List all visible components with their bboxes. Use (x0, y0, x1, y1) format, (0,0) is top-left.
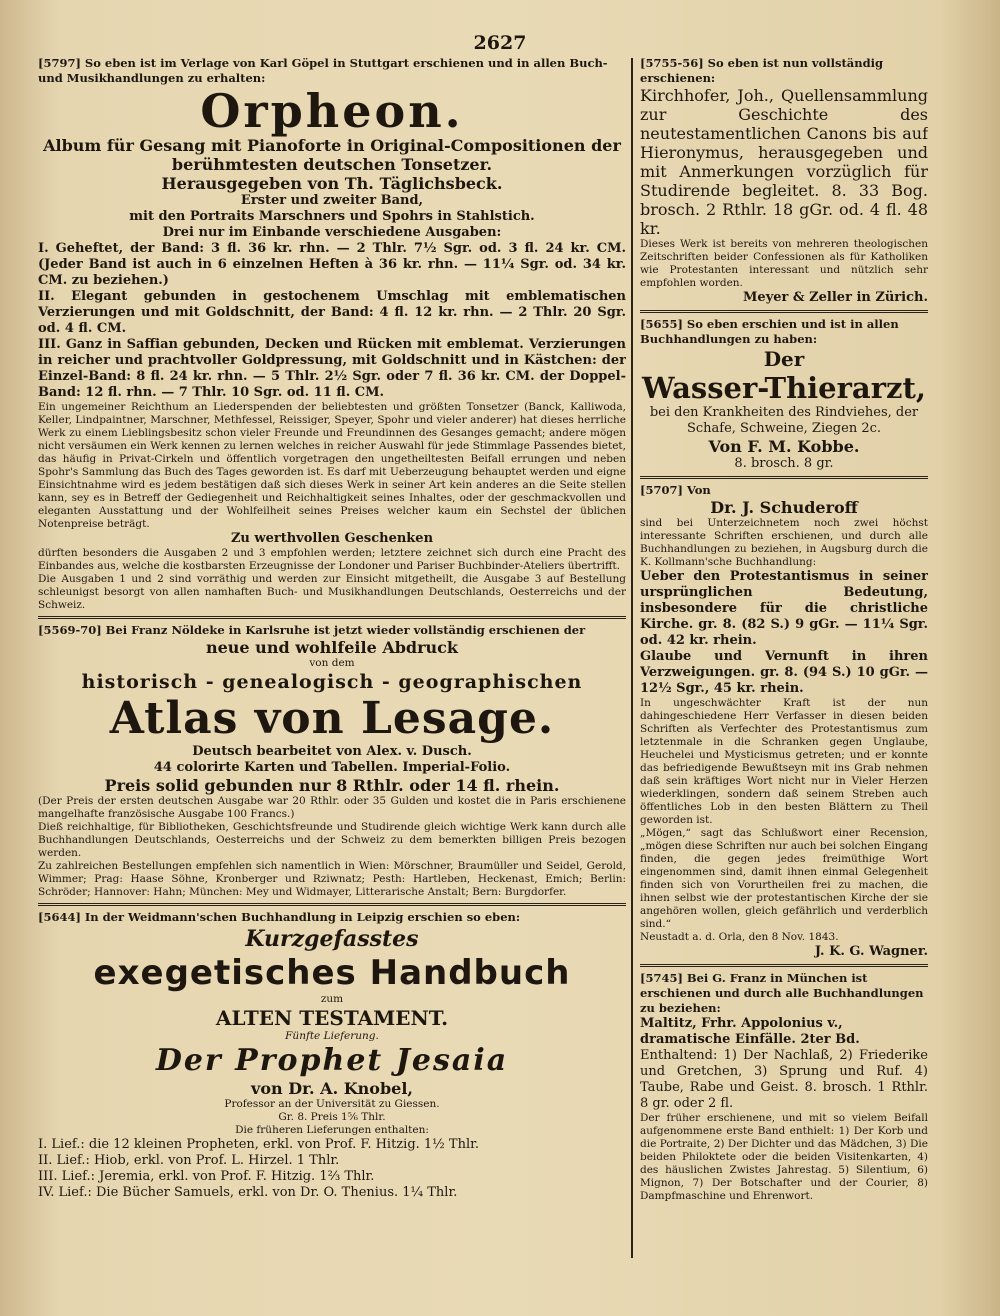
ad-quote: „Mögen,“ sagt das Schlußwort einer Recension, „mögen diese Schriften nur auch bei solchen Eingang finden, die gegen jedes freimüthige Wort eingenommen sind, damit ihnen einmal Gelegenheit finden sich von Vorurtheilen frei zu machen, die ihnen selbst wie der protestantischen Kirche der sie angehören wollen, gleich gefährlich und verderblich sind.“ (640, 827, 928, 930)
ad-price: 8. brosch. 8 gr. (734, 456, 834, 471)
ad-intro: sind bei Unterzeichnetem noch zwei höchst interessante Schriften erschienen, und durch alle Buchhandlungen zu beziehen, in Augsburg durch die K. Kollmann'sche Buchhandlung: (640, 517, 928, 568)
ad-line: Deutsch bearbeitet von Alex. v. Dusch. (192, 744, 472, 759)
ad-line: Die früheren Lieferungen enthalten: (235, 1124, 429, 1136)
ad-gift-heading: Zu werthvollen Geschenken (230, 531, 434, 546)
ad-line: neue und wohlfeile Abdruck (205, 638, 459, 657)
ad-line: ALTEN TESTAMENT. (215, 1006, 449, 1030)
ad-orpheon (38, 56, 626, 612)
ad-publisher: Meyer & Zeller in Zürich. (743, 290, 928, 305)
ad-edition-1: I. Geheftet, der Band: 3 fl. 36 kr. rhn. — 2 Thlr. 7½ Sgr. od. 3 fl. 24 kr. CM. (Jeder Band ist auch in 6 einzelnen Heften à 36 kr. rhn. — 11¼ Sgr. od. 34 kr. CM. zu beziehen.) (38, 241, 626, 288)
ad-body: Dieß reichhaltige, für Bibliotheken, Geschichtsfreunde und Studirende gleich wichtige Werk kann durch alle Buchhandlungen Deutschlands, Oesterreichs und der Schweiz zu dem bemerkten billigen Preis bezogen werden. (38, 821, 626, 859)
ad-body: Ein ungemeiner Reichthum an Liederspenden der beliebtesten und größten Tonsetzer (Banck, Kalliwoda, Keller, Lindpaintner, Marschner, Methfessel, Reissiger, Speyer, Spohr und vieler anderer) hat dieses herrliche Werk zu einem Lieblingsbesitz schon vieler Freunde und Freundinnen des Gesanges gemacht; andere mögen nicht versäumen ein Werk kennen zu lernen welches in reicher Auswahl für jede Stimmlage Passendes bietet, das häufig in Privat-Cirkeln und öffentlich vorgetragen den ungetheiltesten Beifall errungen und neben Spohr's Sammlung das Buch des Tages geworden ist. Es darf mit Ueberzeugung behauptet werden und eigne Einsichtnahme wird es jedem bestätigen daß sich dieses Werk in seiner Art kein anderes an die Seite stellen kann, sey es in Betreff der Gediegenheit und Reichhaltigkeit seines Inhaltes, oder der geschmackvollen und eleganten Ausstattung und der Wohlfeilheit seines Preises welcher kaum ein Sechstel der üblichen Notenpreise beträgt. (38, 401, 626, 530)
column-divider (631, 58, 633, 1258)
ad-header: [5745] Bei G. Franz in München ist erschienen und durch alle Buchhandlungen zu beziehen: (640, 971, 924, 1015)
ad-tierarzt (640, 317, 928, 472)
ad-schuderoff (640, 483, 928, 960)
ad-line: Der (763, 347, 805, 371)
ad-line: 44 colorirte Karten und Tabellen. Imperial-Folio. (153, 760, 511, 775)
ad-header: [5707] Von (640, 483, 711, 497)
ad-price: Preis solid gebunden nur 8 Rthlr. oder 14 fl. rhein. (104, 776, 560, 795)
ad-book: Glaube und Vernunft in ihren Verzweigungen. gr. 8. (94 S.) 10 gGr. — 12½ Sgr., 45 kr. rhein. (640, 649, 928, 696)
ad-gift-body: dürften besonders die Ausgaben 2 und 3 empfohlen werden; letztere zeichnet sich durch eine Pracht des Einbandes aus, welche die kostbarsten Erzeugnisse der Londoner und Pariser Buchbinder-Ateliers übertrifft. (38, 547, 626, 572)
ad-editions-heading: Drei nur im Einbande verschiedene Ausgaben: (162, 225, 502, 240)
ad-handbuch (38, 910, 626, 1201)
ad-divider (38, 903, 626, 906)
ad-signature: J. K. G. Wagner. (814, 944, 928, 959)
right-column (640, 56, 928, 1246)
ad-subtitle: Der Prophet Jesaia (155, 1043, 509, 1078)
list-item: IV. Lief.: Die Bücher Samuels, erkl. von Dr. O. Thenius. 1¼ Thlr. (38, 1185, 458, 1200)
ad-title: Orpheon. (200, 84, 464, 138)
ad-subtitle: Album für Gesang mit Pianoforte in Original-Compositionen der berühmtesten deutschen Tonsetzer. (43, 136, 621, 174)
ad-note: Dieses Werk ist bereits von mehreren theologischen Zeitschriften beider Confessionen als für Katholiken wie Protestanten interessant und nützlich sehr empfohlen worden. (640, 238, 928, 289)
ad-title: Atlas von Lesage. (109, 693, 555, 744)
ad-volume: Erster und zweiter Band, (240, 193, 424, 208)
ad-author: von Dr. A. Knobel, (251, 1079, 413, 1098)
list-item: III. Lief.: Jeremia, erkl. von Prof. F. Hitzig. 1⅔ Thlr. (38, 1169, 375, 1184)
ad-line: Fünfte Lieferung. (285, 1030, 379, 1042)
ad-kirchhofer (640, 56, 928, 306)
ad-divider (640, 964, 928, 967)
ad-body: In ungeschwächter Kraft ist der nun dahingeschiedene Herr Verfasser in diesen beiden Schriften als Verfechter des Protestantismus zum letztenmale in die Schranken gegen Unglaube, Heuchelei und Mysticismus getreten; und er konnte das befriedigende Bewußtseyn mit ins Grab nehmen daß sein kräftiges Wort nicht nur in Vieler Herzen wiederklingen, sondern daß seinem Streben auch öffentliches Lob in den besten Blättern zu Theil geworden ist. (640, 697, 928, 826)
ad-line: Kurzgefasstes (245, 926, 419, 952)
ad-maltitz (640, 971, 928, 1203)
ad-title: Maltitz, Frhr. Appolonius v., dramatische Einfälle. 2ter Bd. (640, 1016, 860, 1047)
ad-header: [5755-56] So eben ist nun vollständig erschienen: (640, 56, 884, 85)
left-column (38, 56, 626, 1256)
ad-stock: Die Ausgaben 1 und 2 sind vorräthig und werden zur Einsicht mitgetheilt, die Ausgabe 3 auf Bestellung schleunigst besorgt von allen namhaften Buch- und Musikhandlungen Deutschlands, Oesterreichs und der Schweiz. (38, 573, 626, 611)
ad-line: Professor an der Universität zu Giessen. (224, 1098, 440, 1110)
ad-price: Gr. 8. Preis 1⅚ Thlr. (278, 1111, 386, 1123)
ad-edition-3: III. Ganz in Saffian gebunden, Decken und Rücken mit emblemat. Verzierungen in reicher und prachtvoller Goldpressung, mit Goldschnitt und in Kästchen: der Einzel-Band: 8 fl. 24 kr. rhn. — 5 Thlr. 2½ Sgr. oder 7 fl. 36 kr. CM. der Doppel-Band: 12 fl. rhn. — 7 Thlr. 10 Sgr. od. 11 fl. CM. (38, 337, 626, 400)
ad-header: [5797] So eben ist im Verlage von Karl Göpel in Stuttgart erschienen und in allen Buch- und Musikhandlungen zu erhalten: (38, 56, 608, 85)
ad-title: exegetisches Handbuch (93, 953, 571, 993)
ad-note: Der früher erschienene, und mit so vielem Beifall aufgenommene erste Band enthielt: 1) Der Korb und die Portraite, 2) Der Dichter und das Mädchen, 3) Die beiden Philoktete oder die beiden Visitenkarten, 4) des häuslichen Zwistes Jahrestag. 5) Silentium, 6) Mignon, 7) Der Botschafter und der Courier, 8) Dampfmaschine und Ehrenwort. (640, 1112, 928, 1202)
ad-edition-2: II. Elegant gebunden in gestochenem Umschlag mit emblematischen Verzierungen und mit Goldschnitt, der Band: 4 fl. 12 kr. rhn. — 2 Thlr. 20 Sgr. od. 4 fl. CM. (38, 289, 626, 336)
ad-line: bei den Krankheiten des Rindviehes, der Schafe, Schweine, Ziegen 2c. (649, 405, 919, 436)
ad-header: [5644] In der Weidmann'schen Buchhandlung in Leipzig erschien so eben: (38, 910, 521, 924)
ad-book: Ueber den Protestantismus in seiner ursprünglichen Bedeutung, insbesondere für die christliche Kirche. gr. 8. (82 S.) 9 gGr. — 11¼ Sgr. od. 42 kr. rhein. (640, 569, 928, 648)
ad-author: Dr. J. Schuderoff (710, 498, 858, 517)
ad-dealers: Zu zahlreichen Bestellungen empfehlen sich namentlich in Wien: Mörschner, Braumüller und Seidel, Gerold, Wimmer; Prag: Haase Söhne, Kronberger und Rziwnatz; Pesth: Hartleben, Heckenast, Emich; Berlin: Schröder; Hannover: Hahn; München: Mey und Widmayer, Litterarische Anstalt; Bern: Burgdorfer. (38, 860, 626, 898)
ad-title: Wasser-Thierarzt, (642, 371, 926, 405)
ad-line: historisch - genealogisch - geographischen (81, 671, 583, 693)
ad-body: Enthaltend: 1) Der Nachlaß, 2) Friederike und Gretchen, 3) Sprung und Ruf. 4) Taube, Rabe und Geist. 8. brosch. 1 Rthlr. 8 gr. oder 2 fl. (640, 1048, 928, 1111)
ad-editor: Herausgegeben von Th. Täglichsbeck. (161, 174, 503, 193)
ad-portraits: mit den Portraits Marschners und Spohrs in Stahlstich. (129, 209, 535, 224)
ad-note: (Der Preis der ersten deutschen Ausgabe war 20 Rthlr. oder 35 Gulden und kostet die in Paris erschienene mangelhafte französische Ausgabe 100 Francs.) (38, 795, 626, 820)
ad-line: zum (320, 993, 344, 1005)
page-number: 2627 (473, 32, 527, 54)
ad-header: [5655] So eben erschien und ist in allen Buchhandlungen zu haben: (640, 317, 899, 346)
ad-date: Neustadt a. d. Orla, den 8 Nov. 1843. (640, 931, 839, 943)
ad-body: Kirchhofer, Joh., Quellensammlung zur Geschichte des neutestamentlichen Canons bis auf Hieronymus, herausgegeben und mit Anmerkungen vorzüglich für Studirende begleitet. 8. 33 Bog. brosch. 2 Rthlr. 18 gGr. od. 4 fl. 48 kr. (640, 86, 928, 238)
list-item: II. Lief.: Hiob, erkl. von Prof. L. Hirzel. 1 Thlr. (38, 1153, 340, 1168)
ad-atlas (38, 623, 626, 899)
list-item: I. Lief.: die 12 kleinen Propheten, erkl. von Prof. F. Hitzig. 1½ Thlr. (38, 1137, 480, 1152)
ad-author: Von F. M. Kobbe. (708, 437, 860, 456)
ad-header: [5569-70] Bei Franz Nöldeke in Karlsruhe ist jetzt wieder vollständig erschienen der (38, 623, 586, 637)
ad-divider (640, 310, 928, 313)
ad-line: von dem (309, 657, 355, 669)
ad-divider (38, 616, 626, 619)
ad-divider (640, 476, 928, 479)
